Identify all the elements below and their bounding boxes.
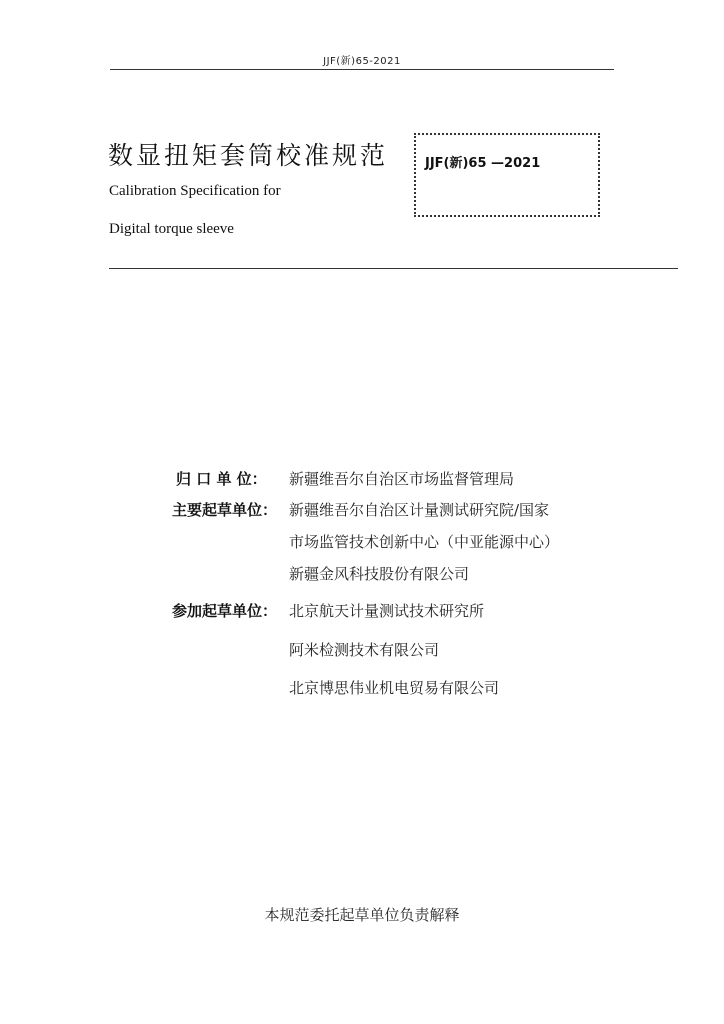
interpretation-note: 本规范委托起草单位负责解释 (264, 906, 460, 924)
main-drafting-value-1: 新疆维吾尔自治区计量测试研究院/国家 (289, 501, 550, 519)
responsible-unit-value: 新疆维吾尔自治区市场监督管理局 (289, 470, 515, 488)
participating-drafting-value-3: 北京博思伟业机电贸易有限公司 (289, 679, 500, 697)
main-drafting-label: 主要起草单位： (172, 501, 278, 519)
specification-code: JJF(新)65 —2021 (425, 156, 541, 171)
title-chinese: 数显扭矩套筒校准规范 (108, 141, 389, 170)
participating-drafting-value-2: 阿米检测技术有限公司 (289, 641, 440, 659)
title-divider (109, 268, 678, 269)
header-divider (110, 69, 614, 70)
main-drafting-value-3: 新疆金风科技股份有限公司 (289, 565, 470, 583)
participating-drafting-label: 参加起草单位： (172, 602, 278, 620)
title-english-line1: Calibration Specification for (109, 183, 281, 199)
specification-code-box (414, 133, 600, 217)
main-drafting-value-2: 市场监管技术创新中心（中亚能源中心） (289, 533, 560, 551)
participating-drafting-value-1: 北京航天计量测试技术研究所 (289, 602, 485, 620)
responsible-unit-label: 归 口 单 位： (176, 470, 267, 488)
title-english-line2: Digital torque sleeve (109, 221, 234, 237)
header-document-code: JJF(新)65-2021 (323, 56, 401, 67)
